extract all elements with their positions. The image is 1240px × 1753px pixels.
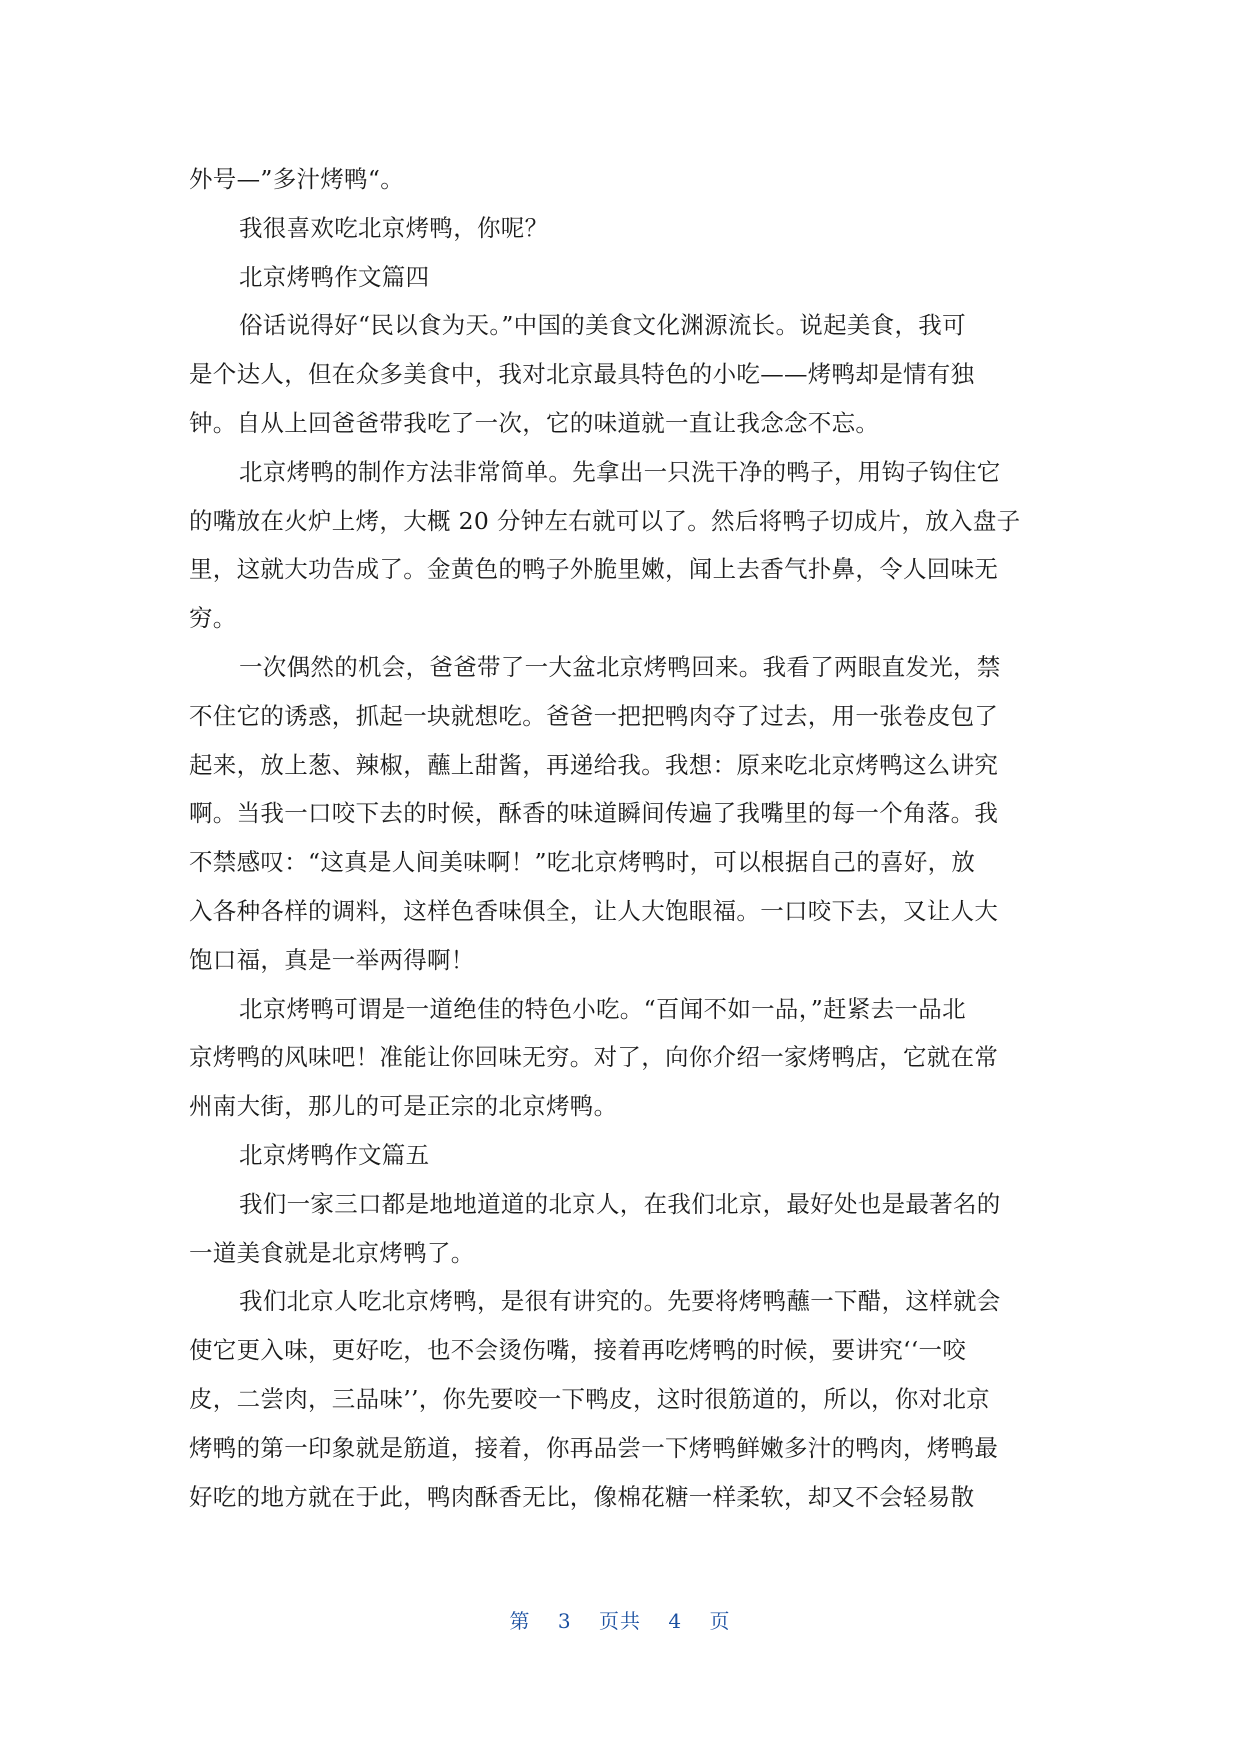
text-line: 烤鸭的第一印象就是筋道，接着，你再品尝一下烤鸭鲜嫩多汁的鸭肉，烤鸭最: [189, 1433, 999, 1462]
text-line: 饱口福，真是一举两得啊！: [189, 945, 475, 974]
text-line: 北京烤鸭可谓是一道绝佳的特色小吃。“百闻不如一品，”赶紧去一品北: [239, 994, 966, 1023]
footer-middle: 页共: [599, 1609, 641, 1633]
text-line: 是个达人，但在众多美食中，我对北京最具特色的小吃——烤鸭却是情有独: [189, 360, 975, 389]
text-line: 一道美食就是北京烤鸭了。: [189, 1238, 475, 1267]
text-line: 不禁感叹：“这真是人间美味啊！”吃北京烤鸭时，可以根据自己的喜好，放: [189, 848, 976, 877]
text-line: 里，这就大功告成了。金黄色的鸭子外脆里嫩，闻上去香气扑鼻，令人回味无: [189, 555, 999, 584]
text-line: 一次偶然的机会，爸爸带了一大盆北京烤鸭回来。我看了两眼直发光，禁: [239, 652, 1001, 681]
footer-total-pages: 4: [668, 1609, 683, 1633]
page-footer: [0, 1605, 1240, 1634]
text-line: 北京烤鸭的制作方法非常简单。先拿出一只洗干净的鸭子，用钩子钩住它: [239, 457, 1001, 486]
text-line: 钟。自从上回爸爸带我吃了一次，它的味道就一直让我念念不忘。: [189, 408, 880, 437]
text-line: 皮，二尝肉，三品味’’，你先要咬一下鸭皮，这时很筋道的，所以，你对北京: [189, 1384, 990, 1413]
text-line: 俗话说得好“民以食为天。”中国的美食文化渊源流长。说起美食，我可: [239, 311, 966, 340]
text-line: 入各种各样的调料，这样色香味俱全，让人大饱眼福。一口咬下去，又让人大: [189, 896, 999, 925]
text-line: 京烤鸭的风味吧！准能让你回味无穷。对了，向你介绍一家烤鸭店，它就在常: [189, 1043, 999, 1072]
text-line: 使它更入味，更好吃，也不会烫伤嘴，接着再吃烤鸭的时候，要讲究‘‘一咬: [189, 1336, 967, 1365]
text-line: 我们一家三口都是地地道道的北京人，在我们北京，最好处也是最著名的: [239, 1189, 1001, 1218]
text-line: 穷。: [189, 604, 237, 633]
text-line: 我们北京人吃北京烤鸭，是很有讲究的。先要将烤鸭蘸一下醋，这样就会: [239, 1287, 1001, 1316]
text-line: 北京烤鸭作文篇五: [239, 1140, 430, 1169]
text-line: 的嘴放在火炉上烤，大概 20 分钟左右就可以了。然后将鸭子切成片，放入盘子: [189, 506, 1021, 535]
text-line: 州南大街，那儿的可是正宗的北京烤鸭。: [189, 1092, 618, 1121]
document-body: [189, 155, 1049, 1521]
text-line: 好吃的地方就在于此，鸭肉酥香无比，像棉花糖一样柔软，却又不会轻易散: [189, 1482, 975, 1511]
text-line: 北京烤鸭作文篇四: [239, 262, 430, 291]
text-line: 我很喜欢吃北京烤鸭，你呢？: [239, 213, 549, 242]
text-line: 啊。当我一口咬下去的时候，酥香的味道瞬间传遍了我嘴里的每一个角落。我: [189, 799, 999, 828]
text-line: 起来，放上葱、辣椒，蘸上甜酱，再递给我。我想：原来吃北京烤鸭这么讲究: [189, 750, 999, 779]
text-line: 外号—”多汁烤鸭“。: [189, 165, 405, 193]
footer-current-page: 3: [557, 1609, 572, 1633]
footer-prefix: 第: [509, 1609, 531, 1633]
footer-suffix: 页: [709, 1609, 731, 1633]
text-line: 不住它的诱惑，抓起一块就想吃。爸爸一把把鸭肉夺了过去，用一张卷皮包了: [189, 701, 999, 730]
